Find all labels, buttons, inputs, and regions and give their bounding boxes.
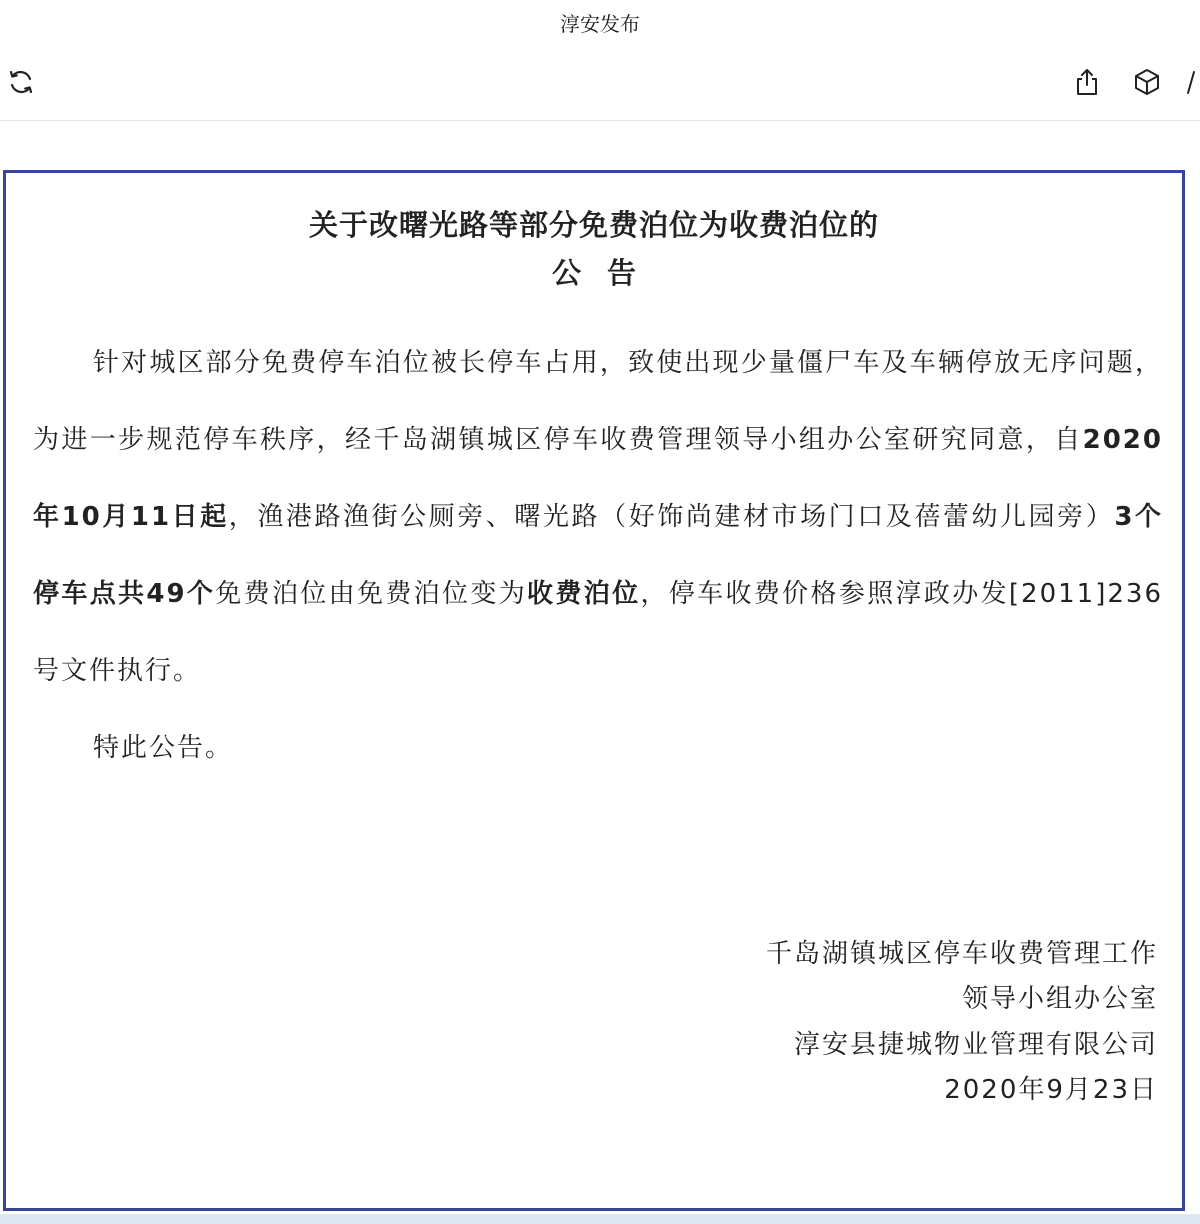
notice-paragraph xyxy=(33,325,1163,710)
cube-icon xyxy=(1132,67,1162,97)
share-button[interactable] xyxy=(1069,64,1105,100)
notice-body xyxy=(33,325,1163,787)
top-bar xyxy=(0,0,1200,121)
text-segment: 针对城区部分免费停车泊位被长停车占用，致使出现少量僵尸车及车辆停放无序问题，为进一步规范停车秩序，经千岛湖镇城区停车收费管理领导小组办公室研究同意，自 xyxy=(33,348,1163,455)
notice-subtitle: 公告 xyxy=(551,256,662,290)
signature-line-2: 领导小组办公室 xyxy=(961,984,1158,1014)
signature-date: 2020年9月23日 xyxy=(944,1075,1158,1105)
signature-line-1: 千岛湖镇城区停车收费管理工作 xyxy=(765,939,1158,969)
bottom-strip xyxy=(0,1214,1200,1224)
signature-line-3: 淳安县捷城物业管理有限公司 xyxy=(793,1030,1158,1060)
text-segment: 免费泊位由免费泊位变为 xyxy=(215,579,528,609)
notice-frame xyxy=(3,170,1185,1211)
notice-title: 关于改曙光路等部分免费泊位为收费泊位的 xyxy=(308,208,879,242)
refresh-icon xyxy=(6,67,36,97)
partial-icon xyxy=(1182,67,1200,97)
cube-button[interactable] xyxy=(1129,64,1165,100)
text-segment: ，渔港路渔街公厕旁、曙光路（好饰尚建材市场门口及蓓蕾幼儿园旁） xyxy=(228,502,1115,532)
parking-count: 3个停车点共49个 xyxy=(33,502,1163,609)
more-button[interactable] xyxy=(1182,64,1200,100)
refresh-button[interactable] xyxy=(3,64,39,100)
app-title: 淳安发布 xyxy=(560,12,640,36)
text-segment: ，停车收费价格参照淳政办发[2011]236号文件执行。 xyxy=(33,579,1163,686)
closing-paragraph: 特此公告。 xyxy=(93,733,234,763)
article-content xyxy=(0,121,1200,1224)
paid-parking-highlight: 收费泊位 xyxy=(527,579,641,609)
effective-date: 2020年10月11日起 xyxy=(33,425,1163,532)
share-icon xyxy=(1073,67,1101,97)
